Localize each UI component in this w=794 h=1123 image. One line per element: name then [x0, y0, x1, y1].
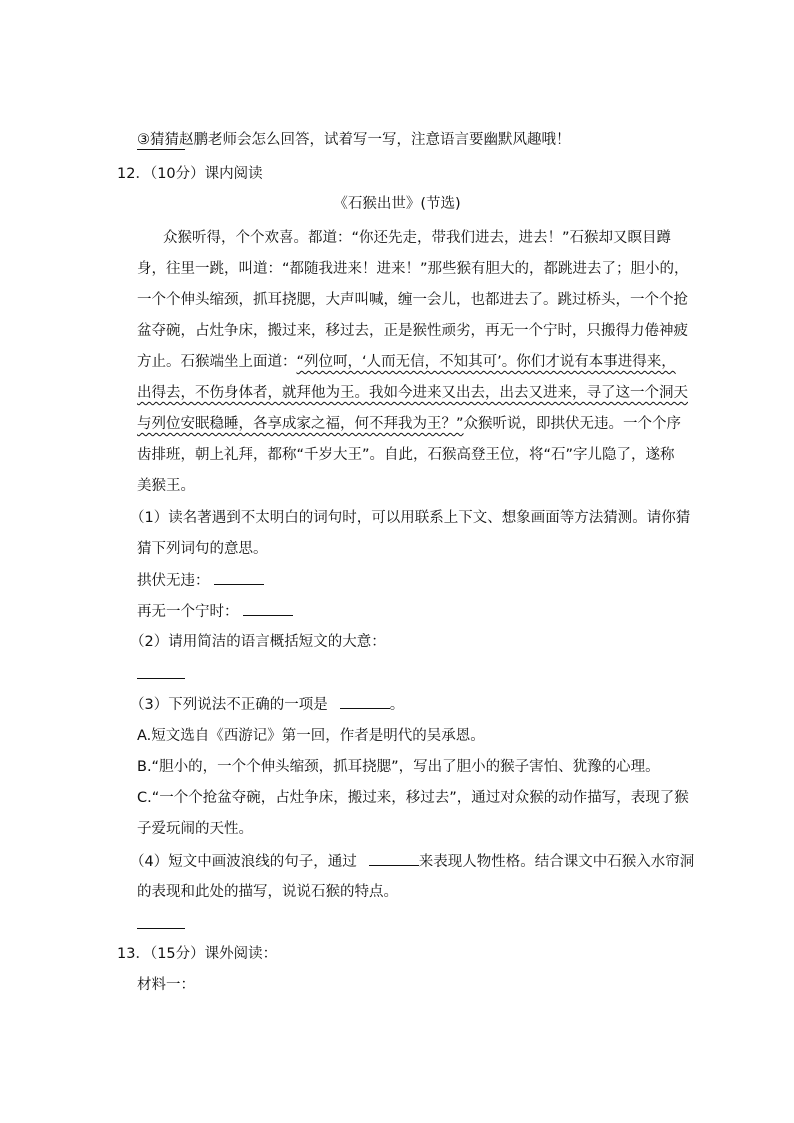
- option-c: C.“一个个抢盆夺碗，占灶争床，搬过来，移过去”，通过对众猴的动作描写，表现了猴: [137, 790, 689, 806]
- answer-blank[interactable]: [137, 928, 185, 929]
- option-c-cont: 子爱玩闹的天性。: [137, 821, 253, 837]
- passage-line: [137, 383, 688, 403]
- passage-line: 美猴王。: [137, 478, 195, 494]
- sub-question-4: [130, 851, 694, 872]
- passage-line: 盆夺碗，占灶争床，搬过来，移过去，正是猴性顽劣，再无一个宁时，只搬得力倦神疲: [137, 323, 688, 339]
- passage-line: [137, 414, 681, 434]
- passage-text: 众猴听说，即拱伏无违。一个个序: [463, 416, 682, 432]
- option-a: A.短文选自《西游记》第一回，作者是明代的吴承恩。: [137, 728, 485, 744]
- sub-question-4-text: （4）短文中画波浪线的句子，通过: [130, 854, 357, 870]
- q11-item3: ③猜猜赵鹏老师会怎么回答，试着写一写，注意语言要幽默风趣哦！: [137, 132, 571, 148]
- passage-line: 齿排班，朝上礼拜，都称“千岁大王”。自此，石猴高登王位，将“石”字儿隐了，遂称: [137, 447, 675, 463]
- sub-question-3-text: （3）下列说法不正确的一项是: [130, 697, 328, 713]
- passage-text: 方止。石猴端坐上面道：: [137, 354, 297, 370]
- sub-question-4-cont: 的表现和此处的描写，说说石猴的特点。: [137, 884, 398, 900]
- q13-material-label: 材料一：: [137, 977, 195, 993]
- q13-header: 13．（15分）课外阅读：: [117, 946, 278, 962]
- word-label: 再无一个宁时：: [137, 604, 239, 620]
- sub-question-1: （1）读名著遇到不太明白的词句时，可以用联系上下文、想象画面等方法猜测。请你猜: [130, 510, 691, 526]
- wavy-underlined-text: 与列位安眠稳睡，各享成家之福，何不拜我为王？”: [137, 416, 464, 432]
- answer-blank[interactable]: [340, 694, 390, 709]
- wavy-underlined-text: “列位呵，‘人而无信，不知其可’。你们才说有本事进得来，: [296, 354, 676, 370]
- answer-blank: [137, 149, 185, 150]
- q12-title: 《石猴出世》(节选): [333, 196, 461, 212]
- sub-question-2: （2）请用简洁的语言概括短文的大意：: [130, 634, 386, 650]
- sub-question-3: [130, 694, 404, 715]
- answer-blank[interactable]: [214, 570, 264, 585]
- passage-line: 一个个伸头缩颈，抓耳挠腮，大声叫喊，缠一会儿，也都进去了。跳过桥头，一个个抢: [137, 292, 688, 308]
- passage-line: 众猴听得，个个欢喜。都道：“你还先走，带我们进去，进去！”石猴却又瞑目蹲: [163, 230, 672, 246]
- q12-header: 12．（10分）课内阅读: [117, 166, 263, 182]
- answer-blank[interactable]: [137, 678, 185, 679]
- punctuation: 。: [389, 697, 405, 713]
- answer-blank[interactable]: [369, 851, 419, 866]
- word-item: [137, 570, 264, 591]
- passage-line: 身，往里一跳，叫道：“都随我进来！进来！”那些猴有胆大的，都跳进去了；胆小的，: [137, 261, 689, 277]
- word-item: [137, 601, 293, 622]
- option-b: B.“胆小的，一个个伸头缩颈，抓耳挠腮”，写出了胆小的猴子害怕、犹豫的心理。: [137, 759, 660, 775]
- answer-blank[interactable]: [243, 601, 293, 616]
- sub-question-1-cont: 猜下列词句的意思。: [137, 541, 268, 557]
- sub-question-4-text: 来表现人物性格。结合课文中石猴入水帘洞: [418, 854, 695, 870]
- wavy-underlined-text: 出得去，不伤身体者，就拜他为王。我如今进来又出去，出去又进来，寻了这一个洞天: [137, 385, 688, 401]
- passage-line: [137, 352, 676, 372]
- word-label: 拱伏无违：: [137, 573, 210, 589]
